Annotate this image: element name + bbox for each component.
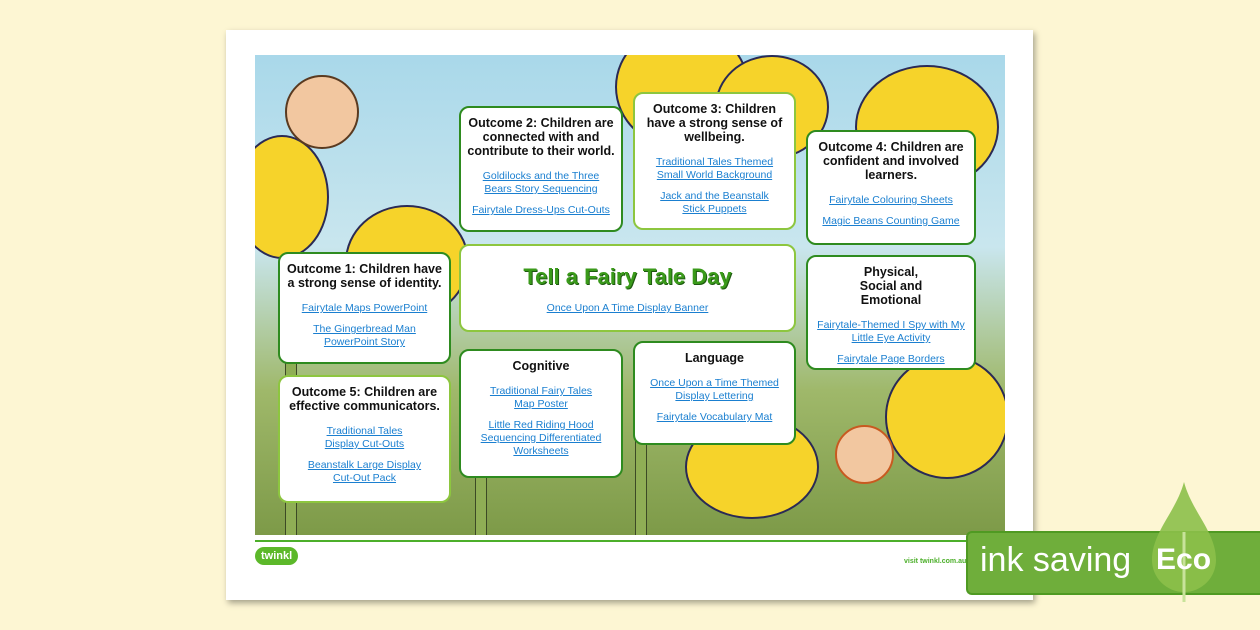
box-heading: Physical, Social and Emotional	[859, 265, 923, 307]
ink-saving-label: ink saving	[980, 541, 1132, 579]
resource-link[interactable]: Fairytale Maps PowerPoint	[301, 302, 428, 314]
footer-divider	[255, 540, 1033, 542]
twinkl-logo: twinkl	[255, 547, 298, 565]
resource-preview	[226, 30, 1033, 600]
visit-link: visit twinkl.com.au	[904, 558, 967, 565]
outcome-3-box	[633, 92, 796, 230]
resource-link[interactable]: The Gingerbread Man PowerPoint Story	[313, 323, 416, 348]
resource-link[interactable]: Once Upon A Time Display Banner	[546, 302, 709, 314]
outcome-4-box	[806, 130, 976, 245]
leaf-drop-icon	[1152, 482, 1216, 602]
resource-link[interactable]: Goldilocks and the Three Bears Story Sequencing	[482, 170, 600, 195]
box-heading: Outcome 1: Children have a strong sense of identity.	[287, 262, 442, 290]
box-heading: Cognitive	[512, 359, 570, 373]
physical-social-box	[806, 255, 976, 370]
outcome-5-box	[278, 375, 451, 503]
fairy-face	[285, 75, 359, 149]
resource-link[interactable]: Jack and the Beanstalk Stick Puppets	[660, 190, 769, 215]
outcome-2-box	[459, 106, 623, 232]
resource-link[interactable]: Little Red Riding Hood Sequencing Differentiated Worksheets	[480, 419, 602, 457]
resource-link[interactable]: Fairytale Vocabulary Mat	[656, 411, 773, 423]
resource-link[interactable]: Fairytale Colouring Sheets	[829, 194, 953, 206]
resource-link[interactable]: Magic Beans Counting Game	[822, 215, 960, 227]
resource-link[interactable]: Beanstalk Large Display Cut-Out Pack	[307, 459, 422, 484]
outcome-1-box	[278, 252, 451, 364]
box-heading: Outcome 3: Children have a strong sense of wellbeing.	[646, 102, 783, 144]
box-heading: Outcome 2: Children are connected with and contribute to their world.	[467, 116, 615, 158]
resource-link[interactable]: Traditional Tales Themed Small World Background	[655, 156, 774, 181]
resource-link[interactable]: Fairytale Dress-Ups Cut-Outs	[472, 204, 610, 216]
language-box	[633, 341, 796, 445]
box-heading: Outcome 4: Children are confident and involved learners.	[818, 140, 964, 182]
page-title: Tell a Fairy Tale Day	[523, 264, 732, 289]
eco-label: Eco	[1156, 543, 1212, 576]
box-heading: Language	[684, 351, 745, 365]
resource-link[interactable]: Traditional Tales Display Cut-Outs	[324, 425, 405, 450]
title-box	[459, 244, 796, 332]
resource-link[interactable]: Fairytale-Themed I Spy with My Little Eye Activity	[817, 319, 965, 344]
resource-link[interactable]: Traditional Fairy Tales Map Poster	[489, 385, 593, 410]
fairy-face	[835, 425, 894, 484]
resource-link[interactable]: Fairytale Page Borders	[837, 353, 945, 365]
resource-link[interactable]: Once Upon a Time Themed Display Lettering	[650, 377, 779, 402]
cognitive-box	[459, 349, 623, 478]
box-heading: Outcome 5: Children are effective communicators.	[289, 385, 440, 413]
